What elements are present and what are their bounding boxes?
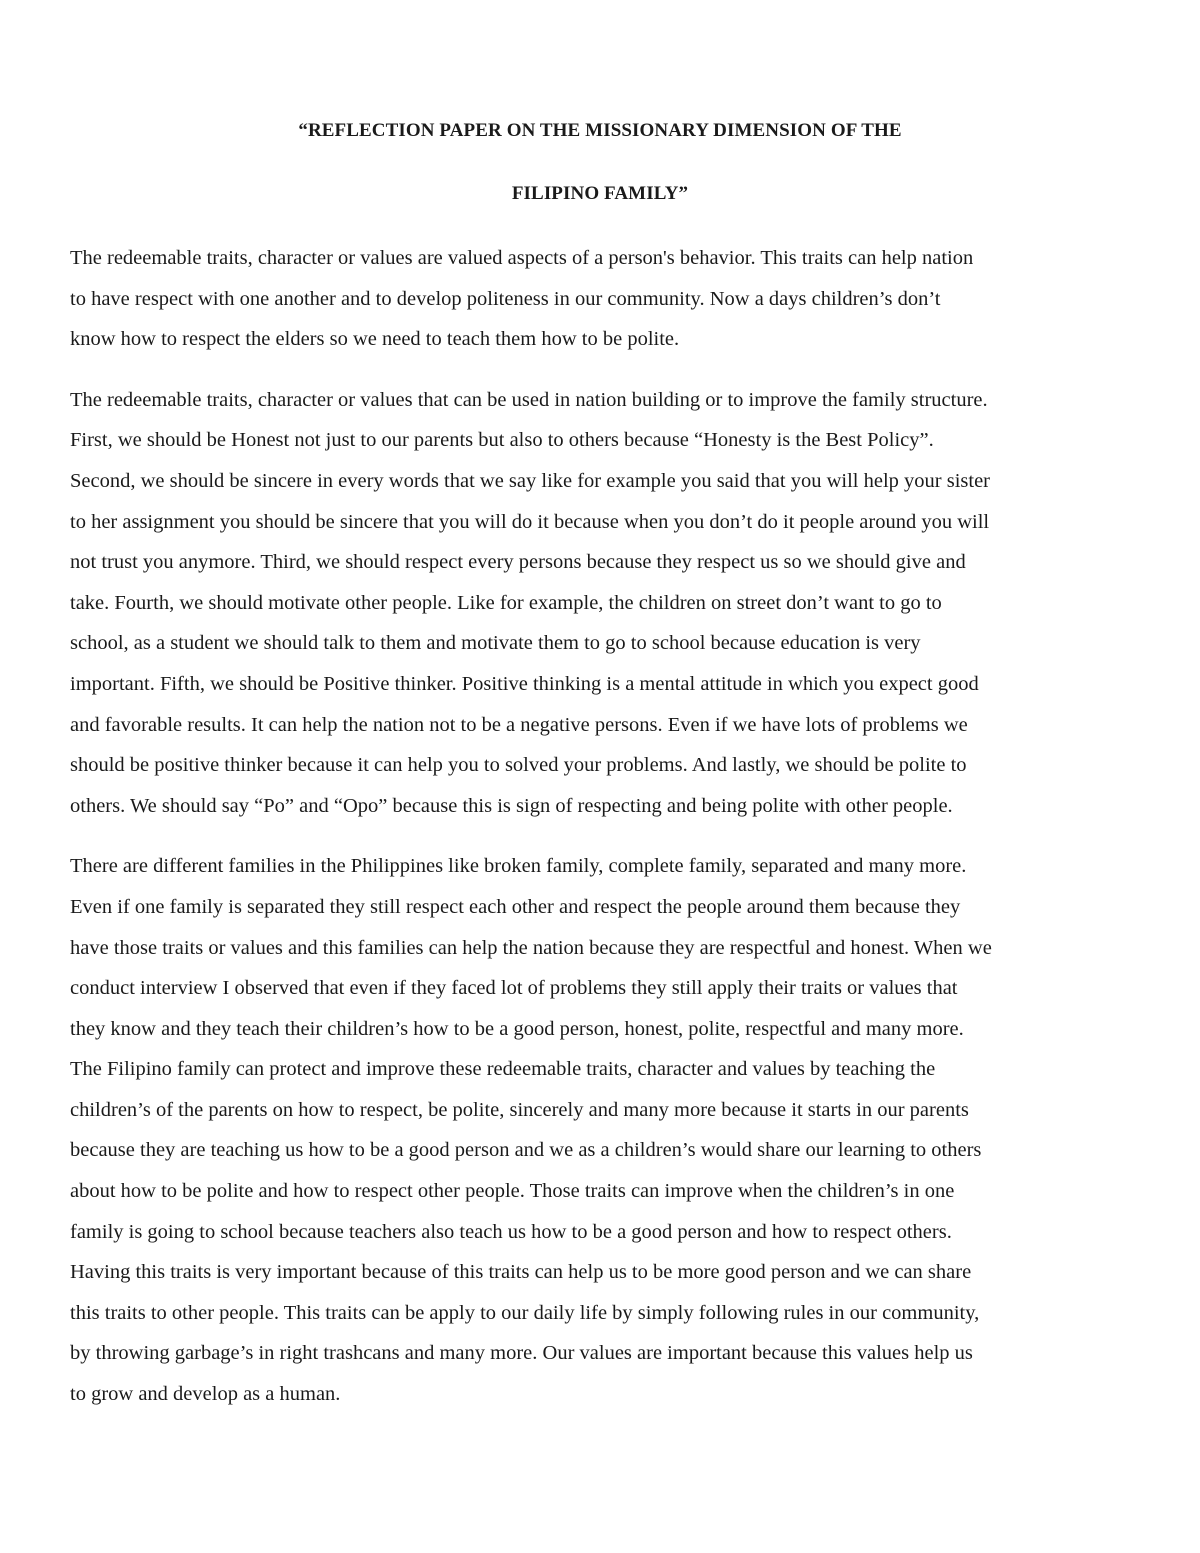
paragraph-line: First, we should be Honest not just to our parents but also to others because “Honesty is the Best Policy”. <box>70 429 934 452</box>
paragraph-line: There are different families in the Philippines like broken family, complete family, separated and many more. <box>70 855 967 878</box>
paragraph-line: about how to be polite and how to respect other people. Those traits can improve when the children’s in one <box>70 1180 955 1203</box>
paragraph-line: by throwing garbage’s in right trashcans and many more. Our values are important because this values help us <box>70 1342 973 1365</box>
paragraph-line: school, as a student we should talk to them and motivate them to go to school because education is very <box>70 632 921 655</box>
paragraph-line: take. Fourth, we should motivate other people. Like for example, the children on street don’t want to go to <box>70 591 942 614</box>
paragraph-line: they know and they teach their children’s how to be a good person, honest, polite, respectful and many more. <box>70 1017 964 1040</box>
paragraph-line: Second, we should be sincere in every words that we say like for example you said that you will help your sister <box>70 469 990 492</box>
title-line-1: “REFLECTION PAPER ON THE MISSIONARY DIMENSION OF THE <box>298 120 902 141</box>
paragraph-line: this traits to other people. This traits can be apply to our daily life by simply following rules in our community, <box>70 1301 980 1324</box>
paragraph-line: to have respect with one another and to develop politeness in our community. Now a days children’s don’t <box>70 287 941 310</box>
paragraph-line: conduct interview I observed that even if they faced lot of problems they still apply their traits or values that <box>70 977 958 1000</box>
title-line-2: FILIPINO FAMILY” <box>511 183 689 204</box>
paragraph-line: others. We should say “Po” and “Opo” because this is sign of respecting and being polite with other people. <box>70 794 953 817</box>
paragraph-line: The redeemable traits, character or values that can be used in nation building or to improve the family structure. <box>70 388 988 411</box>
paragraph-line: know how to respect the elders so we need to teach them how to be polite. <box>70 328 680 351</box>
paragraph-line: Even if one family is separated they still respect each other and respect the people around them because they <box>70 895 961 918</box>
paragraph-line: children’s of the parents on how to respect, be polite, sincerely and many more because it starts in our parents <box>70 1098 969 1121</box>
paragraph-line: The redeemable traits, character or values are valued aspects of a person's behavior. This traits can help nation <box>70 247 974 269</box>
paragraph-line: have those traits or values and this families can help the nation because they are respectful and honest. When we <box>70 936 992 959</box>
paragraph-line: Having this traits is very important because of this traits can help us to be more good person and we can share <box>70 1261 972 1284</box>
paragraph-3 <box>70 846 1140 1414</box>
paragraph-line: important. Fifth, we should be Positive thinker. Positive thinking is a mental attitude in which you expect good <box>70 672 979 695</box>
paragraph-line: and favorable results. It can help the nation not to be a negative persons. Even if we have lots of problems we <box>70 713 968 736</box>
paragraph-line: The Filipino family can protect and improve these redeemable traits, character and values by teaching the <box>70 1058 936 1081</box>
paragraph-line: to grow and develop as a human. <box>70 1383 341 1406</box>
paragraph-1 <box>70 238 1140 360</box>
paragraph-line: should be positive thinker because it can help you to solved your problems. And lastly, we should be polite to <box>70 754 967 777</box>
paragraph-line: because they are teaching us how to be a good person and we as a children’s would share our learning to others <box>70 1139 982 1162</box>
paragraph-line: to her assignment you should be sincere that you will do it because when you don’t do it people around you will <box>70 510 990 533</box>
paragraph-line: family is going to school because teachers also teach us how to be a good person and how to respect others. <box>70 1220 952 1243</box>
paragraph-line: not trust you anymore. Third, we should respect every persons because they respect us so we should give and <box>70 551 966 574</box>
document-body <box>70 238 1140 1435</box>
paragraph-2 <box>70 380 1140 827</box>
